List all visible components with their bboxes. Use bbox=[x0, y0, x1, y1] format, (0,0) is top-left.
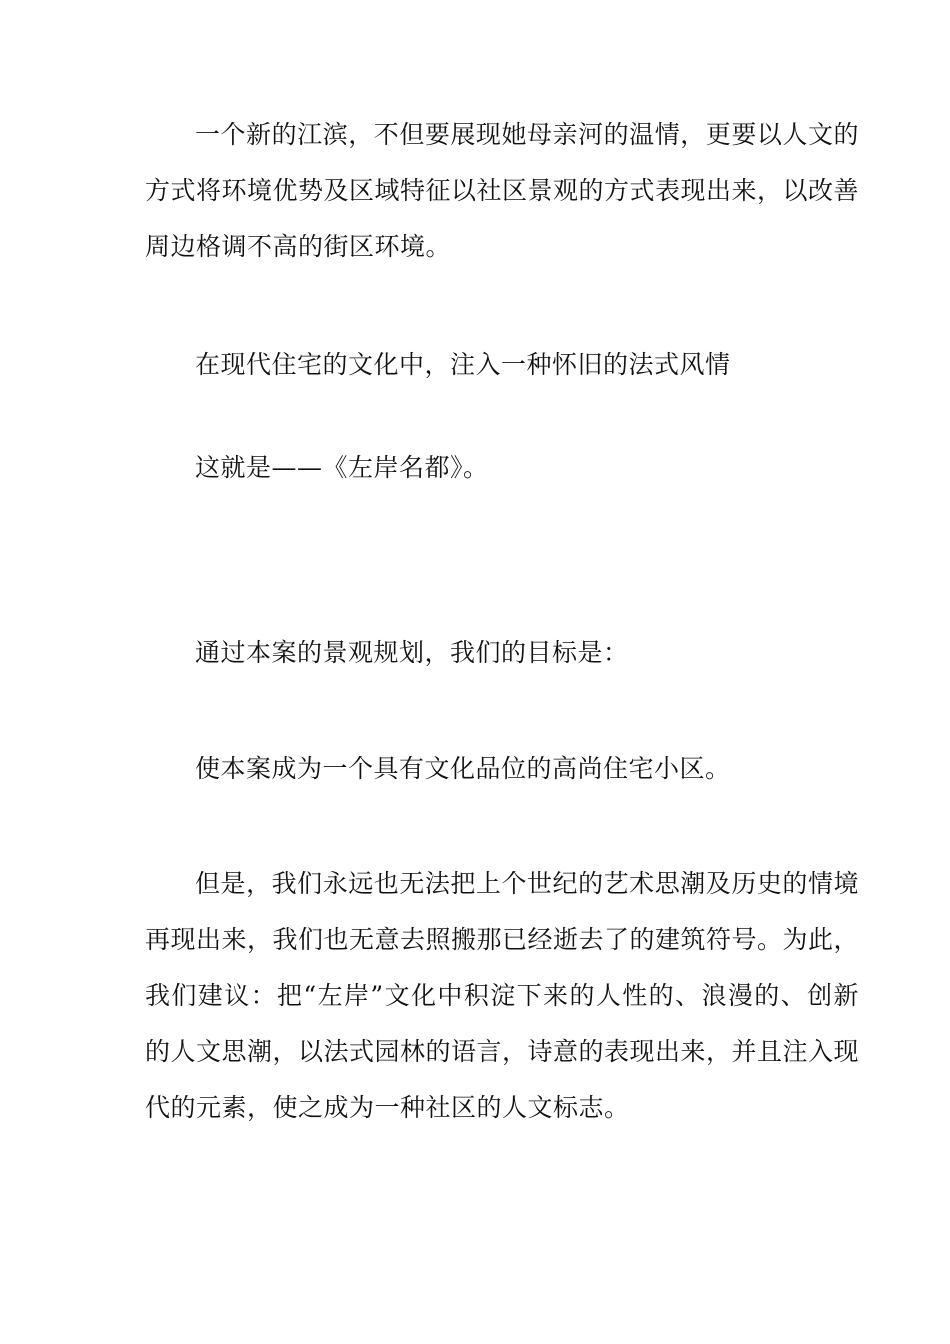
paragraph-goal-heading: 通过本案的景观规划，我们的目标是： bbox=[195, 638, 629, 667]
paragraph-intro: 一个新的江滨，不但要展现她母亲河的温情，更要以人文的方式将环境优势及区域特征以社区景观的方式表现出来，以改善周边格调不高的街区环境。 bbox=[145, 120, 860, 261]
paragraph-proposal: 但是，我们永远也无法把上个世纪的艺术思潮及历史的情境再现出来，我们也无意去照搬那已经逝去了的建筑符号。为此，我们建议：把“左岸”文化中积淀下来的人性的、浪漫的、创新的人文思潮，以法式园林的语言，诗意的表现出来，并且注入现代的元素，使之成为一种社区的人文标志。 bbox=[145, 869, 860, 1122]
paragraph-project-name: 这就是——《左岸名都》。 bbox=[195, 453, 489, 482]
paragraph-french-style: 在现代住宅的文化中，注入一种怀旧的法式风情 bbox=[195, 350, 731, 379]
paragraph-goal: 使本案成为一个具有文化品位的高尚住宅小区。 bbox=[195, 754, 731, 783]
